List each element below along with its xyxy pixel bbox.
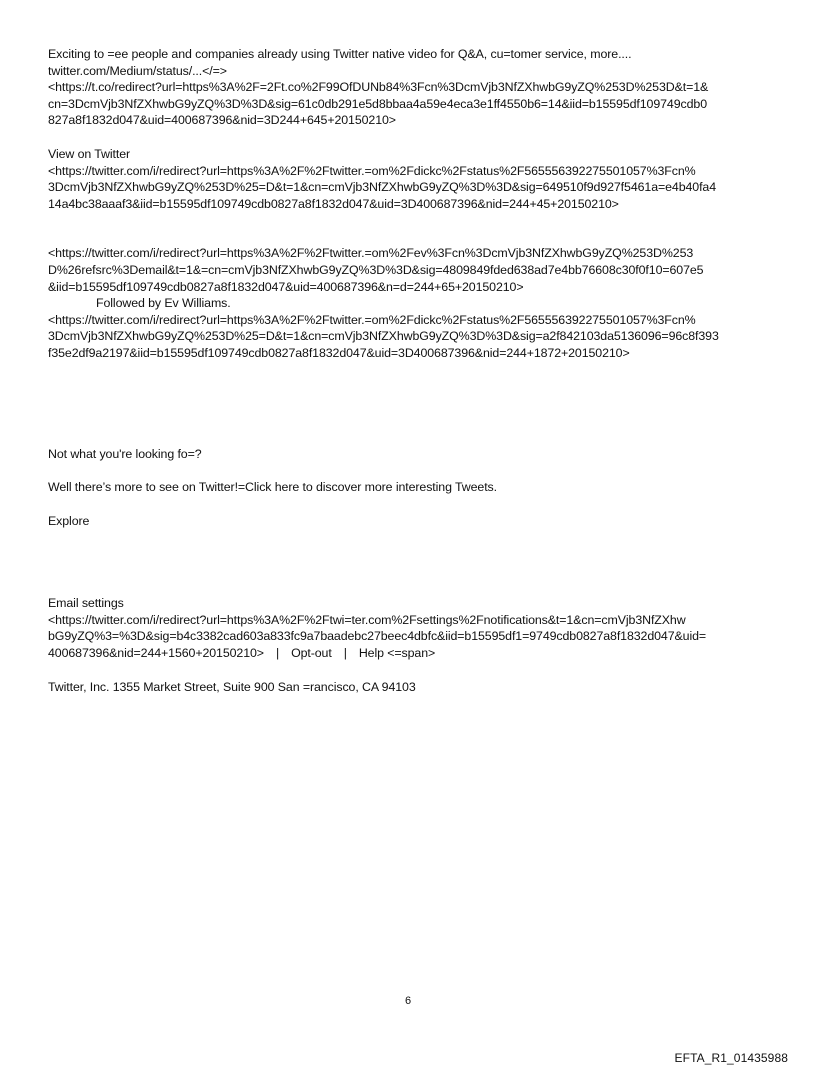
document-id: EFTA_R1_01435988 bbox=[674, 1051, 788, 1065]
status-url-line[interactable]: 3DcmVjb3NfZXhwbG9yZQ%253D%25=D&t=1&cn=cmVjb3NfZXhwbG9yZQ%3D%3D&sig=a2f842103da5136096=96c8f393 bbox=[48, 329, 719, 344]
view-url-line[interactable]: <https://twitter.com/i/redirect?url=https%3A%2F%2Ftwitter.=om%2Fdickc%2Fstatus%2F565556392275501057%3Fcn% bbox=[48, 163, 696, 178]
settings-section bbox=[48, 595, 772, 661]
view-url-line[interactable]: 14a4bc38aaaf3&iid=b15595df109749cdb0827a8f1832d047&uid=3D400687396&nid=244+45+20150210> bbox=[48, 196, 619, 211]
profile-url-line[interactable]: <https://twitter.com/i/redirect?url=https%3A%2F%2Ftwitter.=om%2Fev%3Fcn%3DcmVjb3NfZXhwbG9yZQ%253D%253 bbox=[48, 246, 694, 261]
tweet-url-line[interactable]: cn=3DcmVjb3NfZXhwbG9yZQ%3D%3D&sig=61c0db291e5d8bbaa4a59e4eca3e1ff4550b6=14&iid=b15595df109749cdb0 bbox=[48, 96, 707, 111]
settings-url-line[interactable]: 400687396&nid=244+1560+20150210> bbox=[48, 646, 264, 661]
email-body bbox=[48, 46, 772, 695]
explore-link[interactable]: Explore bbox=[48, 513, 90, 528]
company-address: Twitter, Inc. 1355 Market Street, Suite 900 San =rancisco, CA 94103 bbox=[48, 679, 416, 694]
not-looking-for-text: Not what you're looking fo=? bbox=[48, 446, 202, 461]
profile-url-line[interactable]: &iid=b15595df109749cdb0827a8f1832d047&uid=400687396&n=d=244+65+20150210> bbox=[48, 279, 524, 294]
settings-url-line[interactable]: bG9yZQ%3=%3D&sig=b4c3382cad603a833fc9a7baadebc27beec4dbfc&iid=b15595df1=9749cdb0827a8f1832d047&uid= bbox=[48, 629, 707, 644]
view-url-line[interactable]: 3DcmVjb3NfZXhwbG9yZQ%253D%25=D&t=1&cn=cmVjb3NfZXhwbG9yZQ%3D%3D&sig=649510f9d927f5461a=e4b40fa4 bbox=[48, 180, 716, 195]
explore-section bbox=[48, 446, 772, 530]
status-url-line[interactable]: f35e2df9a2197&iid=b15595df109749cdb0827a8f1832d047&uid=3D400687396&nid=244+1872+20150210> bbox=[48, 345, 630, 360]
tweet-url-line[interactable]: 827a8f1832d047&uid=400687396&nid=3D244+645+20150210> bbox=[48, 113, 396, 128]
tweet-status-link[interactable]: twitter.com/Medium/status/...</=> bbox=[48, 63, 227, 78]
address-section bbox=[48, 679, 772, 696]
separator: | bbox=[275, 646, 280, 661]
settings-last-line bbox=[48, 645, 772, 662]
separator: | bbox=[343, 646, 347, 661]
discover-more-link[interactable]: Well there’s more to see on Twitter!=Click here to discover more interesting Tweets. bbox=[48, 480, 497, 495]
follow-section bbox=[48, 245, 772, 361]
tweet-url-line[interactable]: <https://t.co/redirect?url=https%3A%2F=2Ft.co%2F99OfDUNb84%3Fcn%3DcmVjb3NfZXhwbG9yZQ%253D%253D&t=1& bbox=[48, 80, 709, 95]
profile-url-line[interactable]: D%26refsrc%3Demail&t=1&=cn=cmVjb3NfZXhwbG9yZQ%3D%3D&sig=4809849fded638ad7e4bb76608c30f0f10=607e5 bbox=[48, 262, 704, 277]
settings-url-line[interactable]: <https://twitter.com/i/redirect?url=https%3A%2F%2Ftwi=ter.com%2Fsettings%2Fnotifications&t=1&cn=cmVjb3NfZXhw bbox=[48, 612, 686, 627]
help-link[interactable]: Help <=span> bbox=[358, 646, 436, 661]
page-number: 6 bbox=[404, 995, 412, 1007]
email-settings-link[interactable]: Email settings bbox=[48, 596, 124, 611]
opt-out-link[interactable]: Opt-out bbox=[291, 646, 332, 661]
followed-by-text: Followed by Ev Williams. bbox=[96, 296, 231, 311]
view-on-twitter-link[interactable]: View on Twitter bbox=[48, 146, 131, 161]
tweet-text: Exciting to =ee people and companies already using Twitter native video for Q&A, cu=tomer service, more.... bbox=[48, 47, 632, 61]
view-on-twitter-section bbox=[48, 146, 772, 212]
status-url-line[interactable]: <https://twitter.com/i/redirect?url=https%3A%2F%2Ftwitter.=om%2Fdickc%2Fstatus%2F565556392275501057%3Fcn% bbox=[48, 312, 696, 327]
tweet-section bbox=[48, 46, 772, 129]
